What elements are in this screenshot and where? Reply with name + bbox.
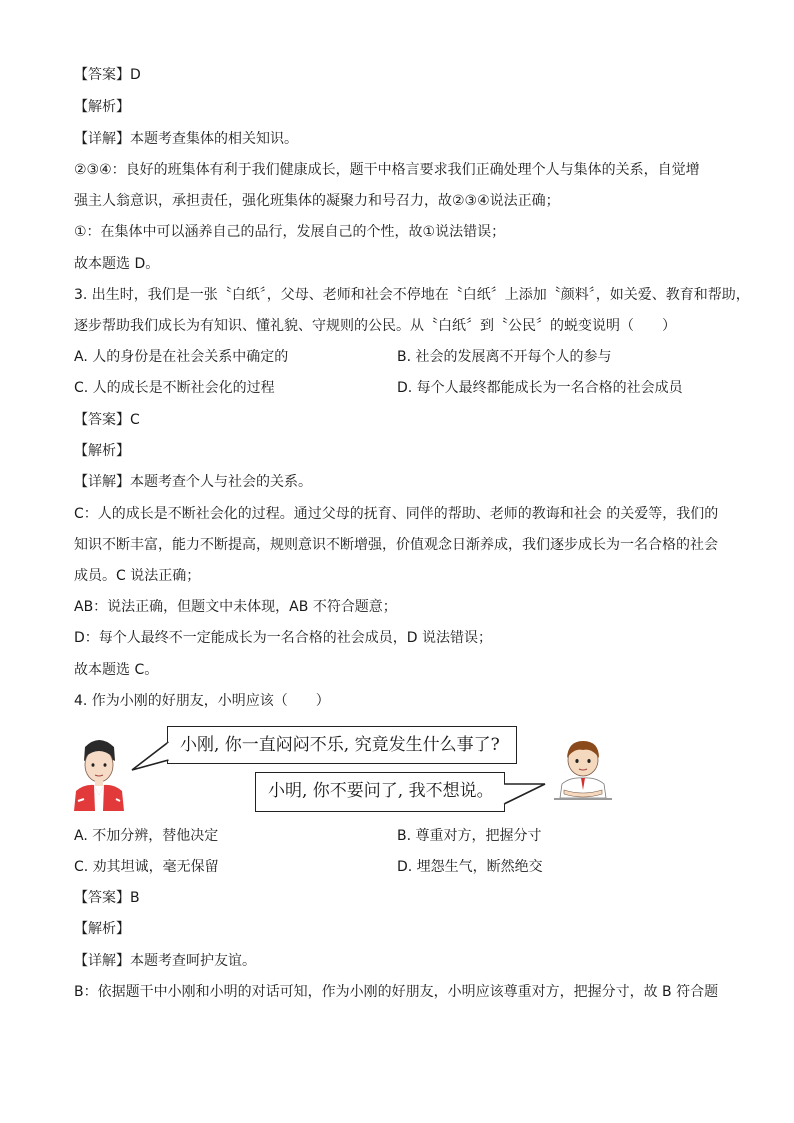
option-c: C. 人的成长是不断社会化的过程 [74,380,275,396]
answer-label: 【答案】B [74,890,140,906]
speech-bubble-xiaoming: 小明, 你不要问了, 我不想说。 [255,772,505,812]
bubble-tail [503,780,547,810]
option-d: D. 每个人最终都能成长为一名合格的社会成员 [397,380,683,396]
explanation-line: 强主人翁意识，承担责任，强化班集体的凝聚力和号召力，故②③④说法正确； [74,193,560,209]
option-d: D. 埋怨生气，断然绝交 [397,859,543,875]
explanation-line: ②③④：良好的班集体有利于我们健康成长，题干中格言要求我们正确处理个人与集体的关系，自觉增 [74,162,700,178]
explanation-line: 知识不断丰富，能力不断提高，规则意识不断增强，价值观念日渐养成，我们逐步成长为一名合格的社会 [74,537,718,553]
option-a: A. 人的身份是在社会关系中确定的 [74,349,289,365]
explanation-line: ①：在集体中可以涵养自己的品行，发展自己的个性，故①说法错误； [74,224,506,240]
option-a: A. 不加分辨，替他决定 [74,828,219,844]
detail-line: 【详解】本题考查呵护友谊。 [74,953,256,969]
explanation-line: C：人的成长是不断社会化的过程。通过父母的抚育、同伴的帮助、老师的教诲和社会 的关爱等，我们的 [74,506,719,522]
option-c: C. 劝其坦诚，毫无保留 [74,859,219,875]
analysis-label: 【解析】 [74,921,130,937]
explanation-line: 故本题选 C。 [74,662,159,678]
analysis-label: 【解析】 [74,99,130,115]
boy-xiaogang-illustration [70,735,128,811]
analysis-label: 【解析】 [74,443,130,459]
option-b: B. 社会的发展离不开每个人的参与 [397,349,612,365]
option-b: B. 尊重对方，把握分寸 [397,828,542,844]
explanation-line: AB：说法正确，但题文中未体现，AB 不符合题意； [74,599,397,615]
bubble-tail [130,740,170,774]
answer-label: 【答案】D [74,67,141,83]
explanation-line: 故本题选 D。 [74,256,160,272]
question-stem: 3. 出生时，我们是一张〝白纸〞，父母、老师和社会不停地在〝白纸〞上添加〝颜料〞，如关爱、教育和帮助， [74,287,750,303]
detail-line: 【详解】本题考查个人与社会的关系。 [74,474,312,490]
question-stem: 4. 作为小刚的好朋友，小明应该（ ） [74,693,330,709]
explanation-line: D：每个人最终不一定能成长为一名合格的社会成员，D 说法错误； [74,630,493,646]
answer-label: 【答案】C [74,412,140,428]
explanation-line: 成员。C 说法正确； [74,568,201,584]
question-stem: 逐步帮助我们成长为有知识、懂礼貌、守规则的公民。从〝白纸〞到〝公民〞的蜕变说明（ ） [74,318,676,334]
detail-line: 【详解】本题考查集体的相关知识。 [74,131,298,147]
explanation-line: B：依据题干中小刚和小明的对话可知，作为小刚的好朋友，小明应该尊重对方，把握分寸，故 B 符合题 [74,984,719,1000]
boy-xiaoming-illustration [554,738,612,804]
speech-bubble-xiaogang: 小刚, 你一直闷闷不乐, 究竟发生什么事了? [167,726,517,764]
